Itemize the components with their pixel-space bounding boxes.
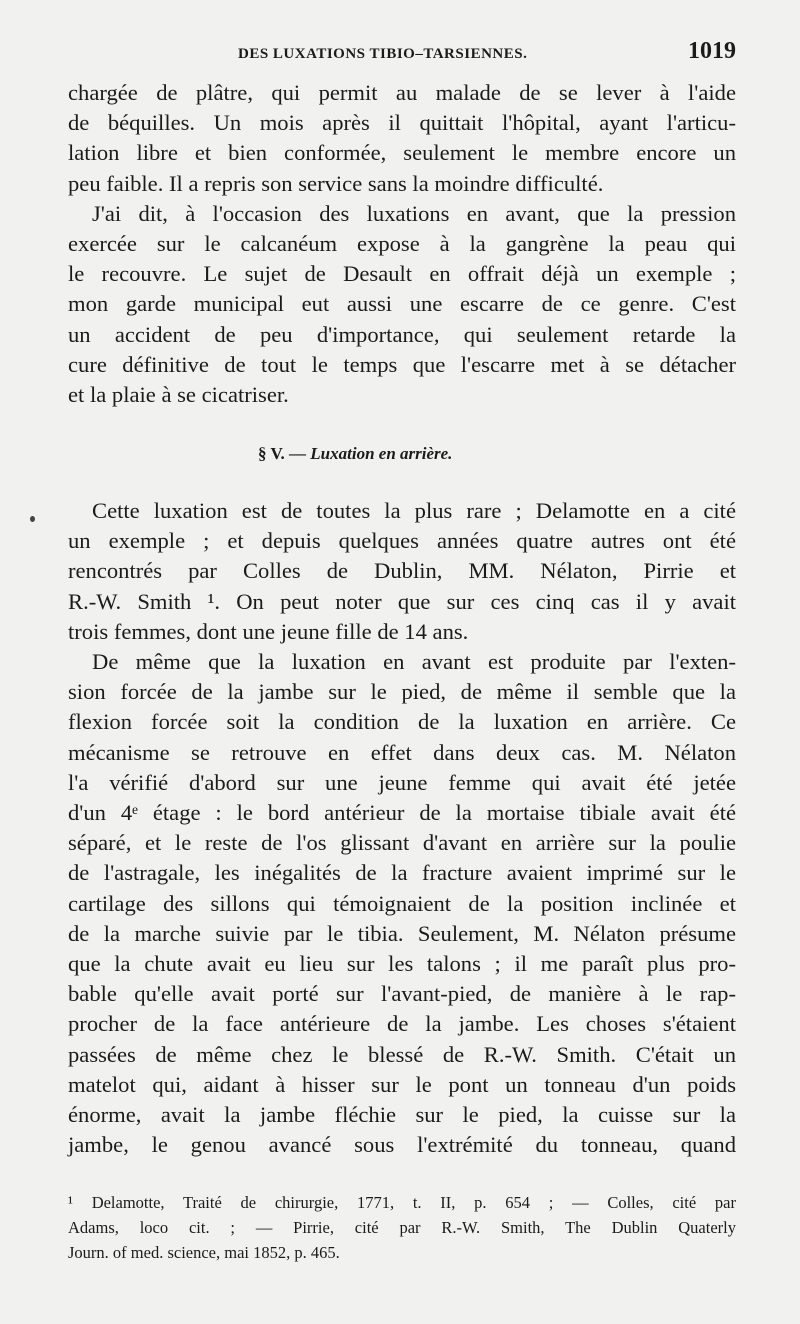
footnote-line: ¹ Delamotte, Traité de chirurgie, 1771, t. II, p. 654 ; — Colles, cité par [68,1193,736,1212]
text-line: exercée sur le calcanéum expose à la gangrène la peau qui [68,231,736,257]
footnote-line: Adams, loco cit. ; — Pirrie, cité par R.-W. Smith, The Dublin Quaterly [68,1218,736,1237]
text-line: J'ai dit, à l'occasion des luxations en avant, que la pression [92,200,736,226]
footnote-line: Journ. of med. science, mai 1852, p. 465. [68,1243,340,1262]
page-number: 1019 [688,38,736,64]
text-line: procher de la face antérieure de la jambe. Les choses s'étaient [68,1011,736,1037]
text-line: rencontrés par Colles de Dublin, MM. Nélaton, Pirrie et [68,558,736,584]
text-line: Cette luxation est de toutes la plus rare ; Delamotte en a cité [92,498,736,523]
section-number: § V. — [258,444,307,463]
text-line: jambe, le genou avancé sous l'extrémité du tonneau, quand [68,1132,736,1158]
text-line: peu faible. Il a repris son service sans la moindre difficulté. [68,170,604,196]
text-line: de la marche suivie par le tibia. Seulement, M. Nélaton présume [68,920,736,946]
text-line: sion forcée de la jambe sur le pied, de même il semble que la [68,679,736,705]
text-line: l'a vérifié d'abord sur une jeune femme qui avait été jetée [68,769,736,795]
text-line: le recouvre. Le sujet de Desault en offrait déjà un exemple ; [68,261,736,287]
text-line: un accident de peu d'importance, qui seulement retarde la [68,321,736,347]
body-text-bottom [68,496,736,1160]
text-line: et la plaie à se cicatriser. [68,382,289,408]
text-line: de béquilles. Un mois après il quittait l'hôpital, ayant l'articu- [68,110,736,136]
footnotes [68,1190,736,1265]
text-line: De même que la luxation en avant est produite par l'exten- [92,649,736,675]
text-line: cartilage des sillons qui témoignaient de la position inclinée et [68,890,736,916]
section-title: Luxation en arrière. [310,444,453,463]
text-line: matelot qui, aidant à hisser sur le pont un tonneau d'un poids [68,1071,736,1097]
text-line: cure définitive de tout le temps que l'escarre met à se détacher [68,351,736,377]
text-line: que la chute avait eu lieu sur les talons ; il me paraît plus pro- [68,951,736,977]
text-line: flexion forcée soit la condition de la luxation en arrière. Ce [68,709,736,735]
text-line: trois femmes, dont une jeune fille de 14 ans. [68,618,469,644]
text-line: séparé, et le reste de l'os glissant d'avant en arrière sur la poulie [68,830,736,856]
text-line: R.-W. Smith ¹. On peut noter que sur ces cinq cas il y avait [68,588,736,614]
text-line: de l'astragale, les inégalités de la fracture avaient imprimé sur le [68,860,736,886]
text-line: chargée de plâtre, qui permit au malade de se lever à l'aide [68,80,736,105]
text-line: lation libre et bien conformée, seulement le membre encore un [68,140,736,166]
section-heading [258,444,452,464]
page-header [68,38,736,68]
body-text-top [68,78,736,410]
text-line: passées de même chez le blessé de R.-W. Smith. C'était un [68,1041,736,1067]
text-line: énorme, avait la jambe fléchie sur le pied, la cuisse sur la [68,1102,736,1128]
ink-speck [30,516,35,522]
text-line: mon garde municipal eut aussi une escarre de ce genre. C'est [68,291,736,317]
text-line: un exemple ; et depuis quelques années quatre autres ont été [68,528,736,554]
running-title: DES LUXATIONS TIBIO–TARSIENNES. [238,46,528,62]
text-line: mécanisme se retrouve en effet dans deux cas. M. Nélaton [68,739,736,765]
text-line: d'un 4ᵉ étage : le bord antérieur de la mortaise tibiale avait été [68,800,736,826]
text-line: bable qu'elle avait porté sur l'avant-pied, de manière à le rap- [68,981,736,1007]
